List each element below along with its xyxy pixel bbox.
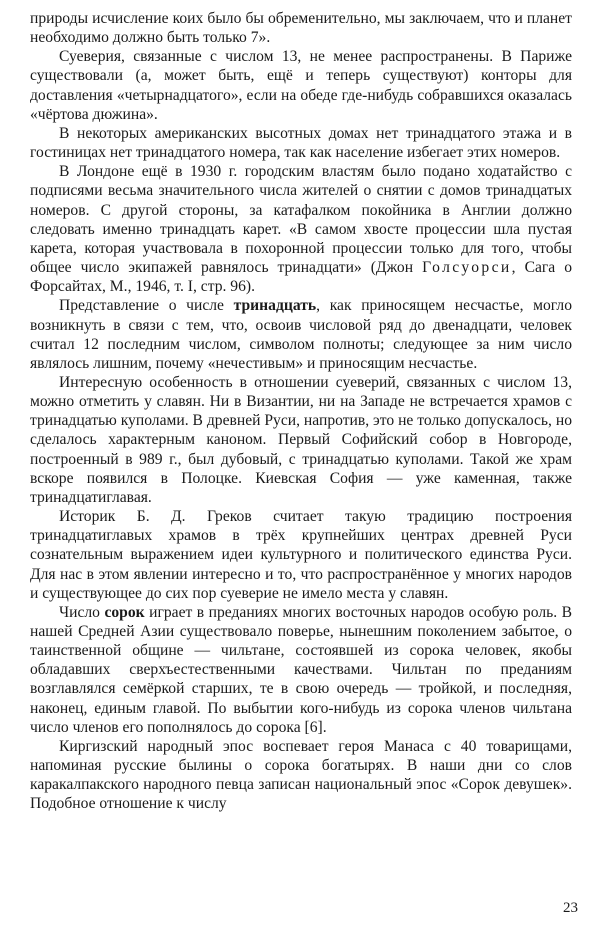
paragraph-p8: [30, 603, 572, 737]
text-run: Представление о числе: [59, 297, 234, 315]
paragraph-p5: [30, 296, 572, 373]
paragraph-p3: [30, 124, 572, 162]
text-run: В Лондоне ещё в 1930 г. городским властям было подано ходатайство с подписями весьма значительного числа жителей о снятии с домов тринадцатых номеров. С другой стороны, за катафалком покойника в Англии должно следовать именно тринадцать карет. «В самом хвосте процессии шла пустая карета, которая участвовала в похоронной процессии только для того, чтобы общее число экипажей равнялось тринадцати» (Джон: [30, 163, 572, 277]
text-run: природы исчисление коих было бы обременительно, мы заключаем, что и планет необходимо должно быть только 7».: [30, 10, 572, 47]
text-run: Интересную особенность в отношении суеверий, связанных с числом 13, можно отметить у славян. Ни в Византии, ни на Западе не встречается храмов с тринадцатью куполами. В древней Руси, напротив, это не только допускалось, но сделалось характерным каноном. Первый Софийский собор в Новгороде, построенный в 989 г., был дубовый, с тринадцатью куполами. Такой же храм вскоре появился в Полоцке. Киевская София — уже каменная, также тринадцатиглавая.: [30, 373, 572, 506]
text-run: , как приносящем несчастье, могло возникнуть в связи с тем, что, освоив числовой ряд до двенадцати, человек считал 12 последним числом, символом полноты; следующее за ним число являлось лишним, почему «нечестивым» и приносящим несчастье.: [30, 297, 572, 372]
emphasized-term: тринадцать: [233, 297, 317, 315]
author-name: Голсуорси: [422, 259, 512, 277]
paragraph-p6: [30, 373, 572, 507]
text-run: Число: [59, 603, 105, 621]
text-run: Суеверия, связанные с числом 13, не менее распространены. В Париже существовали (а, может быть, ещё и теперь существуют) конторы для доставления «четырнадцатого», если на обеде где-нибудь собравшихся оказалась «чёртова дюжина».: [30, 48, 572, 123]
text-run: Историк Б. Д. Греков считает такую традицию построения тринадцатиглавых храмов в трёх крупнейших центрах древней Руси сознательным выражением идеи культурного и политического единства Руси. Для нас в этом явлении интересно и то, что распространённое у многих народов и существующее до сих пор суеверие не имело места у славян.: [30, 508, 572, 602]
text-run: В некоторых американских высотных домах нет тринадцатого этажа и в гостиницах нет тринадцатого номера, так как население избегает этих номеров.: [30, 124, 572, 162]
page-number: 23: [563, 900, 578, 916]
paragraph-p2: [30, 47, 572, 124]
text-run: Киргизский народный эпос воспевает героя Манаса с 40 товарищами, напоминая русские былины о сорока богатырях. В наши дни со слов каракалпакского народного певца записан национальный эпос «Сорок девушек». Подобное отношение к числу: [30, 737, 572, 813]
paragraph-p4: [30, 162, 572, 296]
paragraph-p7: [30, 507, 572, 603]
paragraph-p1: [30, 9, 572, 47]
text-run: , Сага о Форсайтах, М., 1946, т. I, стр. 96).: [30, 259, 572, 296]
paragraph-p9: [30, 737, 572, 814]
text-run: играет в преданиях многих восточных народов особую роль. В нашей Средней Азии существовало поверье, нынешним поколением забытое, о таинственной общине — чильтане, состоявшей из сорока человек, якобы обладавших сверхъестественными качествами. Чильтан по преданиям возглавлялся семёркой старших, те в свою очередь — тройкой, и последняя, наконец, единым главой. По выбытии кого-нибудь из сорока членов чильтана число членов его пополнялось до сорока [6].: [30, 603, 572, 736]
emphasized-term: сорок: [104, 603, 145, 621]
page-body-text: [30, 9, 572, 814]
